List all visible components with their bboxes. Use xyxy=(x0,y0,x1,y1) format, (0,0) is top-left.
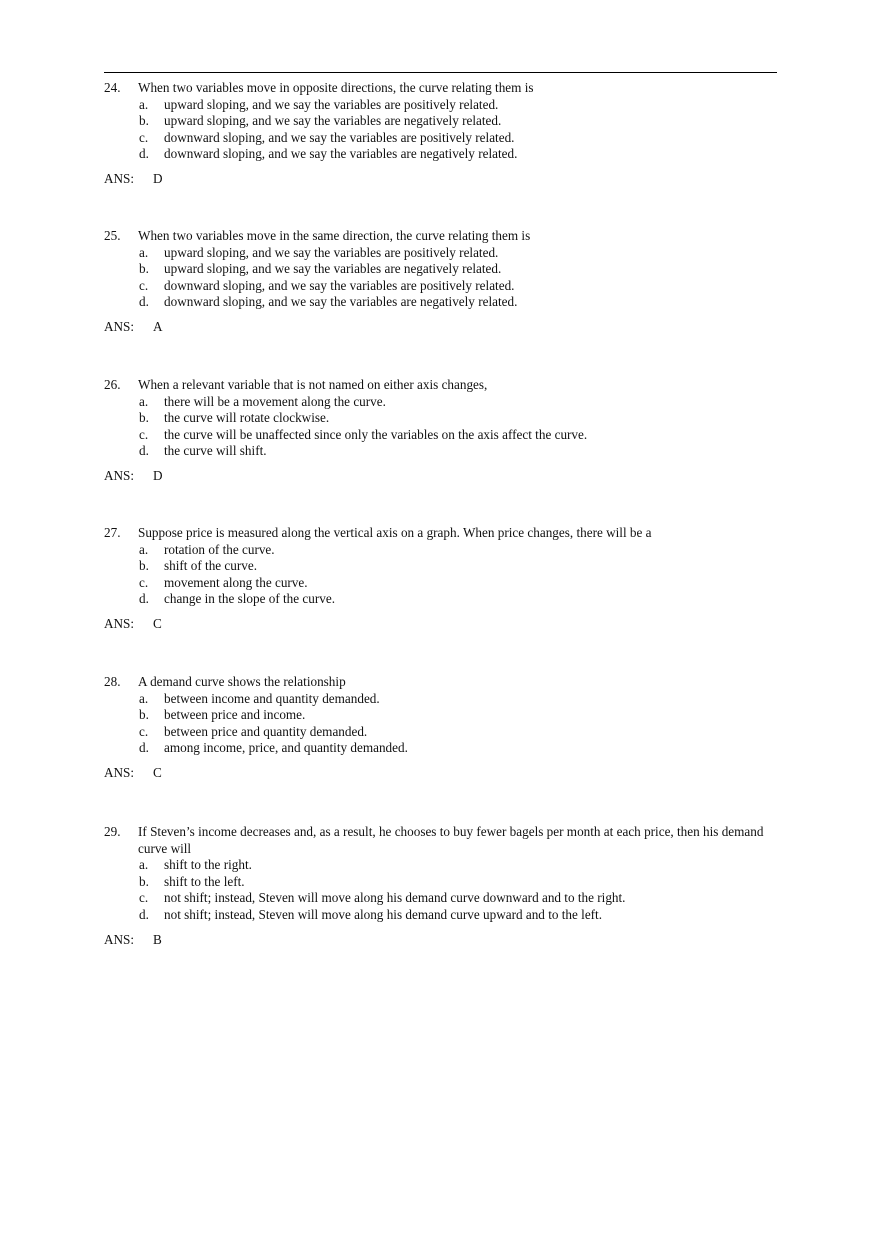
question-text: When two variables move in the same direction, the curve relating them is xyxy=(138,228,531,243)
option-letter: c. xyxy=(139,890,149,906)
option-d xyxy=(104,146,776,163)
option-text: there will be a movement along the curve. xyxy=(164,393,386,409)
option-c xyxy=(104,724,776,741)
answer-label: ANS: xyxy=(104,615,135,631)
option-letter: b. xyxy=(139,113,149,129)
option-letter: b. xyxy=(139,410,149,426)
answer-value: C xyxy=(153,615,162,631)
option-text: the curve will shift. xyxy=(164,443,267,459)
option-letter: a. xyxy=(139,857,149,873)
option-list xyxy=(104,245,776,311)
answer-line xyxy=(104,765,776,782)
question-stem xyxy=(104,525,776,542)
answer-label: ANS: xyxy=(104,467,135,483)
option-d xyxy=(104,907,776,924)
option-letter: c. xyxy=(139,426,149,442)
answer-label: ANS: xyxy=(104,170,135,186)
option-d xyxy=(104,740,776,757)
option-text: shift to the left. xyxy=(164,873,245,889)
option-a xyxy=(104,857,776,874)
option-letter: a. xyxy=(139,96,149,112)
option-letter: d. xyxy=(139,591,149,607)
option-text: between price and income. xyxy=(164,707,306,723)
option-list xyxy=(104,691,776,757)
option-d xyxy=(104,443,776,460)
option-text: between income and quantity demanded. xyxy=(164,690,380,706)
option-letter: a. xyxy=(139,690,149,706)
answer-line xyxy=(104,932,776,949)
option-letter: b. xyxy=(139,873,149,889)
option-letter: c. xyxy=(139,129,149,145)
option-letter: c. xyxy=(139,574,149,590)
option-text: not shift; instead, Steven will move along his demand curve upward and to the left. xyxy=(164,906,603,922)
option-a xyxy=(104,394,776,411)
option-text: among income, price, and quantity demanded. xyxy=(164,740,408,756)
answer-value: D xyxy=(153,170,163,186)
option-text: upward sloping, and we say the variables are positively related. xyxy=(164,96,499,112)
option-b xyxy=(104,410,776,427)
question-stem xyxy=(104,377,776,394)
question-stem xyxy=(104,228,776,245)
option-text: the curve will be unaffected since only the variables on the axis affect the curve. xyxy=(164,426,588,442)
option-a xyxy=(104,97,776,114)
option-text: shift to the right. xyxy=(164,857,252,873)
option-b xyxy=(104,113,776,130)
question-text: When two variables move in opposite directions, the curve relating them is xyxy=(138,80,534,95)
answer-value: A xyxy=(153,318,163,334)
question-number: 29. xyxy=(104,824,121,839)
question-29 xyxy=(104,824,776,948)
option-letter: c. xyxy=(139,277,149,293)
answer-value: D xyxy=(153,467,163,483)
option-letter: b. xyxy=(139,707,149,723)
option-text: rotation of the curve. xyxy=(164,541,275,557)
option-letter: a. xyxy=(139,244,149,260)
option-letter: d. xyxy=(139,294,149,310)
option-c xyxy=(104,278,776,295)
option-text: downward sloping, and we say the variables are negatively related. xyxy=(164,294,518,310)
option-text: change in the slope of the curve. xyxy=(164,591,336,607)
answer-label: ANS: xyxy=(104,318,135,334)
option-text: between price and quantity demanded. xyxy=(164,723,368,739)
option-text: upward sloping, and we say the variables are positively related. xyxy=(164,244,499,260)
question-28 xyxy=(104,674,776,782)
answer-value: B xyxy=(153,931,162,947)
answer-value: C xyxy=(153,764,162,780)
header-rule xyxy=(104,72,777,73)
answer-line xyxy=(104,171,776,188)
option-a xyxy=(104,542,776,559)
answer-label: ANS: xyxy=(104,931,135,947)
question-27 xyxy=(104,525,776,633)
option-letter: a. xyxy=(139,541,149,557)
answer-label: ANS: xyxy=(104,764,135,780)
option-letter: d. xyxy=(139,146,149,162)
option-b xyxy=(104,558,776,575)
option-text: shift of the curve. xyxy=(164,558,258,574)
option-d xyxy=(104,294,776,311)
question-stem xyxy=(104,80,776,97)
question-stem xyxy=(104,824,776,857)
answer-line xyxy=(104,468,776,485)
question-25 xyxy=(104,228,776,336)
question-number: 26. xyxy=(104,377,121,392)
option-b xyxy=(104,707,776,724)
option-letter: b. xyxy=(139,558,149,574)
option-text: movement along the curve. xyxy=(164,574,308,590)
option-c xyxy=(104,130,776,147)
option-list xyxy=(104,857,776,923)
answer-line xyxy=(104,319,776,336)
answer-line xyxy=(104,616,776,633)
option-letter: a. xyxy=(139,393,149,409)
question-text: When a relevant variable that is not named on either axis changes, xyxy=(138,377,488,392)
option-list xyxy=(104,542,776,608)
option-letter: c. xyxy=(139,723,149,739)
option-letter: b. xyxy=(139,261,149,277)
question-number: 27. xyxy=(104,525,121,540)
option-letter: d. xyxy=(139,740,149,756)
question-24 xyxy=(104,80,776,188)
question-number: 24. xyxy=(104,80,121,95)
option-text: downward sloping, and we say the variables are positively related. xyxy=(164,129,515,145)
option-text: the curve will rotate clockwise. xyxy=(164,410,330,426)
option-text: downward sloping, and we say the variables are negatively related. xyxy=(164,146,518,162)
option-letter: d. xyxy=(139,443,149,459)
question-stem xyxy=(104,674,776,691)
option-text: not shift; instead, Steven will move along his demand curve downward and to the right. xyxy=(164,890,626,906)
option-c xyxy=(104,427,776,444)
option-text: upward sloping, and we say the variables are negatively related. xyxy=(164,113,502,129)
question-26 xyxy=(104,377,776,485)
option-text: upward sloping, and we say the variables are negatively related. xyxy=(164,261,502,277)
option-text: downward sloping, and we say the variables are positively related. xyxy=(164,277,515,293)
option-list xyxy=(104,394,776,460)
option-d xyxy=(104,591,776,608)
question-text: Suppose price is measured along the vertical axis on a graph. When price changes, there will be a xyxy=(138,525,652,540)
question-number: 25. xyxy=(104,228,121,243)
option-letter: d. xyxy=(139,906,149,922)
option-c xyxy=(104,575,776,592)
question-text: If Steven’s income decreases and, as a result, he chooses to buy fewer bagels per month at each price, then his demand curve will xyxy=(138,824,764,856)
option-list xyxy=(104,97,776,163)
option-a xyxy=(104,691,776,708)
option-c xyxy=(104,890,776,907)
option-b xyxy=(104,874,776,891)
question-text: A demand curve shows the relationship xyxy=(138,674,346,689)
question-number: 28. xyxy=(104,674,121,689)
option-b xyxy=(104,261,776,278)
option-a xyxy=(104,245,776,262)
